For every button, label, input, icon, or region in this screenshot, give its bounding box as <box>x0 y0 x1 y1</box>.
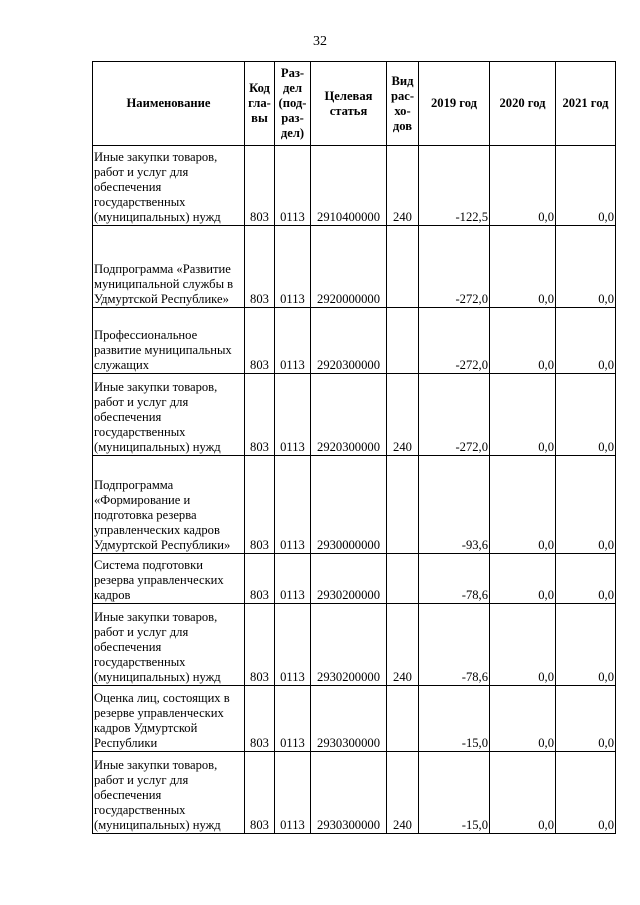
header-row <box>93 62 616 146</box>
cell-code: 803 <box>245 686 275 752</box>
cell-expense <box>387 554 419 604</box>
header-2019: 2019 год <box>419 62 490 146</box>
cell-2019: -93,6 <box>419 456 490 554</box>
table-row <box>93 226 616 308</box>
cell-name: Профессиональное развитие муниципальных служащих <box>93 308 245 374</box>
cell-2019: -78,6 <box>419 604 490 686</box>
cell-name: Иные закупки товаров, работ и услуг для обеспечения государственных (муниципальных) нужд <box>93 374 245 456</box>
cell-2021: 0,0 <box>556 604 616 686</box>
cell-2020: 0,0 <box>490 752 556 834</box>
cell-code: 803 <box>245 226 275 308</box>
cell-target: 2930200000 <box>311 554 387 604</box>
cell-name: Иные закупки товаров, работ и услуг для обеспечения государственных (муниципальных) нужд <box>93 146 245 226</box>
cell-expense: 240 <box>387 604 419 686</box>
cell-section: 0113 <box>275 604 311 686</box>
cell-2020: 0,0 <box>490 686 556 752</box>
cell-target: 2910400000 <box>311 146 387 226</box>
header-expense: Вид рас- хо- дов <box>387 62 419 146</box>
cell-name: Иные закупки товаров, работ и услуг для обеспечения государственных (муниципальных) нужд <box>93 604 245 686</box>
cell-2021: 0,0 <box>556 226 616 308</box>
cell-code: 803 <box>245 146 275 226</box>
cell-section: 0113 <box>275 554 311 604</box>
cell-target: 2930300000 <box>311 686 387 752</box>
cell-2019: -122,5 <box>419 146 490 226</box>
cell-2019: -272,0 <box>419 308 490 374</box>
cell-section: 0113 <box>275 686 311 752</box>
cell-section: 0113 <box>275 146 311 226</box>
cell-2019: -272,0 <box>419 226 490 308</box>
page-number: 32 <box>313 34 327 49</box>
cell-2021: 0,0 <box>556 308 616 374</box>
cell-target: 2920000000 <box>311 226 387 308</box>
cell-2021: 0,0 <box>556 554 616 604</box>
table-row <box>93 146 616 226</box>
cell-expense <box>387 226 419 308</box>
cell-target: 2930300000 <box>311 752 387 834</box>
cell-code: 803 <box>245 604 275 686</box>
cell-section: 0113 <box>275 308 311 374</box>
cell-expense: 240 <box>387 146 419 226</box>
cell-target: 2930000000 <box>311 456 387 554</box>
cell-2019: -15,0 <box>419 752 490 834</box>
cell-section: 0113 <box>275 752 311 834</box>
header-target: Целевая статья <box>311 62 387 146</box>
cell-2021: 0,0 <box>556 146 616 226</box>
header-2020: 2020 год <box>490 62 556 146</box>
cell-target: 2920300000 <box>311 374 387 456</box>
cell-target: 2930200000 <box>311 604 387 686</box>
cell-2020: 0,0 <box>490 554 556 604</box>
cell-2020: 0,0 <box>490 308 556 374</box>
cell-2021: 0,0 <box>556 752 616 834</box>
cell-code: 803 <box>245 374 275 456</box>
table-row <box>93 374 616 456</box>
cell-2020: 0,0 <box>490 146 556 226</box>
cell-expense <box>387 308 419 374</box>
cell-2021: 0,0 <box>556 456 616 554</box>
table-row <box>93 686 616 752</box>
cell-code: 803 <box>245 752 275 834</box>
cell-name: Подпрограмма «Формирование и подготовка резерва управленческих кадров Удмуртской Республики» <box>93 456 245 554</box>
cell-expense <box>387 456 419 554</box>
cell-expense: 240 <box>387 752 419 834</box>
cell-section: 0113 <box>275 374 311 456</box>
cell-section: 0113 <box>275 456 311 554</box>
cell-2021: 0,0 <box>556 374 616 456</box>
cell-name: Система подготовки резерва управленческих кадров <box>93 554 245 604</box>
cell-2020: 0,0 <box>490 226 556 308</box>
header-2021: 2021 год <box>556 62 616 146</box>
cell-name: Подпрограмма «Развитие муниципальной службы в Удмуртской Республике» <box>93 226 245 308</box>
cell-target: 2920300000 <box>311 308 387 374</box>
cell-2020: 0,0 <box>490 374 556 456</box>
cell-name: Иные закупки товаров, работ и услуг для обеспечения государственных (муниципальных) нужд <box>93 752 245 834</box>
cell-expense: 240 <box>387 374 419 456</box>
budget-table <box>92 61 616 834</box>
table-row <box>93 308 616 374</box>
header-code: Код гла- вы <box>245 62 275 146</box>
cell-section: 0113 <box>275 226 311 308</box>
cell-code: 803 <box>245 308 275 374</box>
cell-2020: 0,0 <box>490 604 556 686</box>
cell-code: 803 <box>245 554 275 604</box>
cell-name: Оценка лиц, состоящих в резерве управленческих кадров Удмуртской Республики <box>93 686 245 752</box>
table-row <box>93 554 616 604</box>
cell-2019: -272,0 <box>419 374 490 456</box>
table-row <box>93 604 616 686</box>
cell-2020: 0,0 <box>490 456 556 554</box>
cell-2021: 0,0 <box>556 686 616 752</box>
cell-2019: -15,0 <box>419 686 490 752</box>
table-row <box>93 456 616 554</box>
header-section: Раз- дел (под- раз- дел) <box>275 62 311 146</box>
cell-code: 803 <box>245 456 275 554</box>
table-row <box>93 752 616 834</box>
cell-2019: -78,6 <box>419 554 490 604</box>
cell-expense <box>387 686 419 752</box>
header-name: Наименование <box>93 62 245 146</box>
